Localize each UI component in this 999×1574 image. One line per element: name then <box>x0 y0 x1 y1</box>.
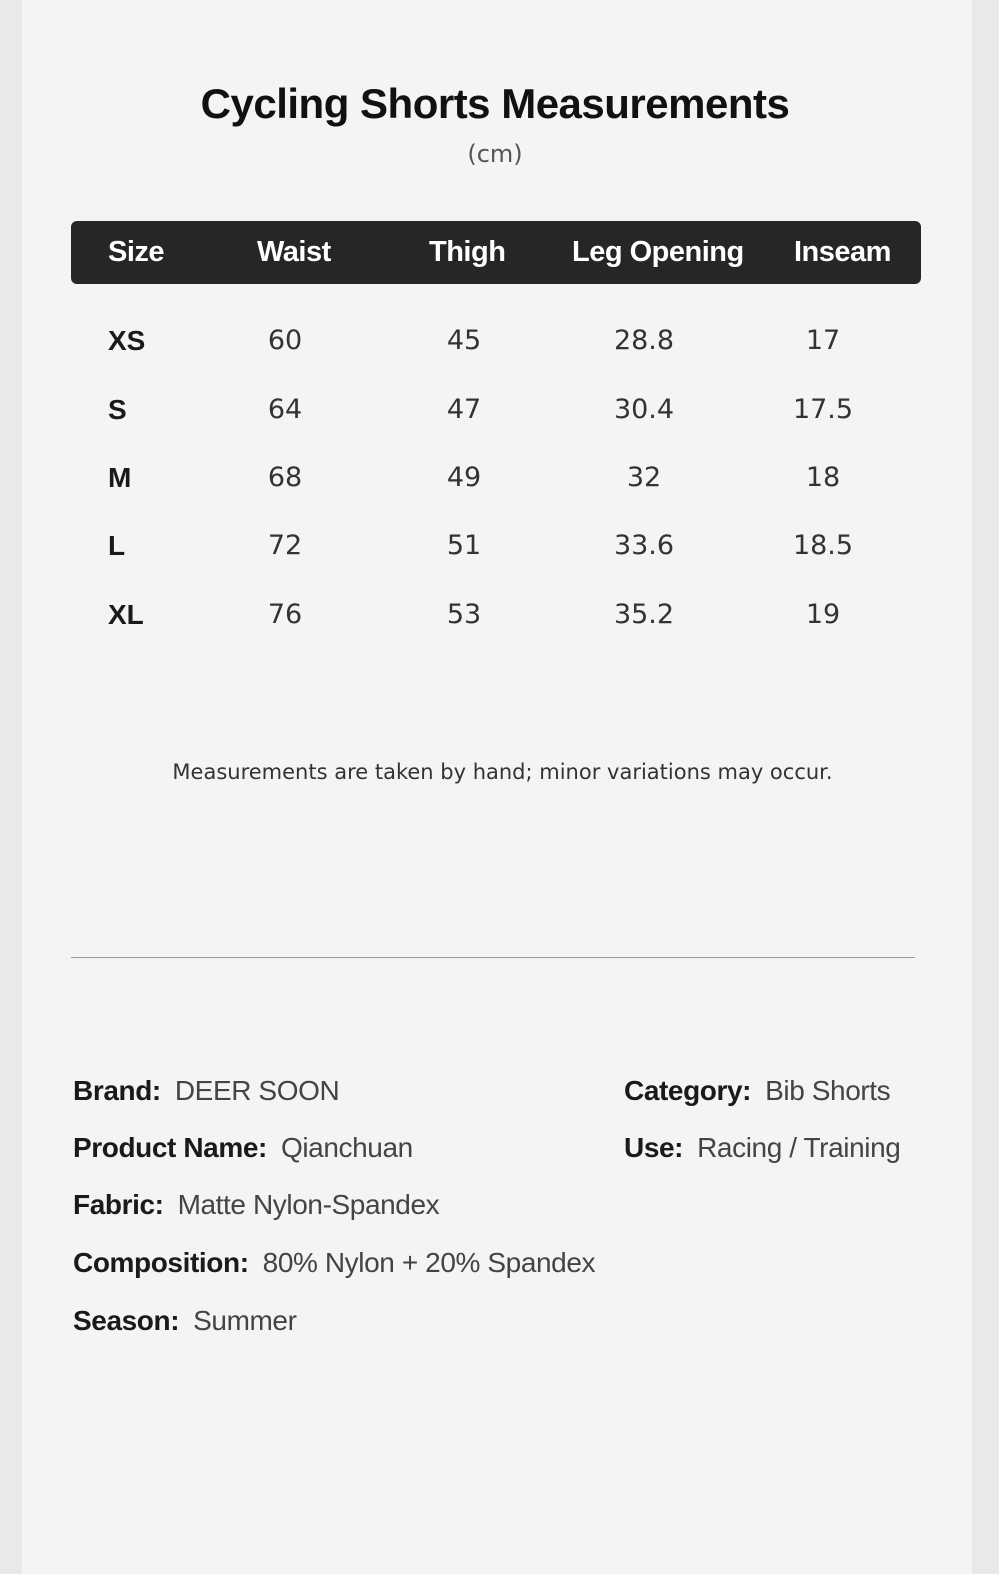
detail-label: Use <box>624 1132 675 1163</box>
detail-separator: : <box>258 1132 267 1163</box>
detail-product-name <box>73 1128 413 1168</box>
size-cell: L <box>108 530 126 561</box>
detail-value: Summer <box>193 1305 297 1336</box>
waist-cell: 68 <box>267 462 303 493</box>
table-row <box>0 390 999 430</box>
detail-value: Matte Nylon-Spandex <box>177 1189 440 1220</box>
section-divider <box>71 957 915 958</box>
detail-use <box>624 1128 900 1168</box>
detail-fabric <box>73 1185 439 1225</box>
leg-opening-cell: 33.6 <box>613 530 675 561</box>
inseam-cell: 17.5 <box>792 394 854 425</box>
detail-value: DEER SOON <box>174 1075 340 1106</box>
table-row <box>0 321 999 361</box>
inseam-cell: 18.5 <box>792 530 854 561</box>
detail-separator: : <box>674 1132 684 1163</box>
detail-category <box>624 1071 890 1111</box>
header-thigh: Thigh <box>429 236 506 268</box>
inseam-cell: 18 <box>805 462 841 493</box>
page-title: Cycling Shorts Measurements <box>200 80 790 127</box>
detail-label: Composition <box>73 1247 240 1278</box>
detail-separator: : <box>742 1075 752 1106</box>
detail-season <box>73 1301 297 1341</box>
thigh-cell: 47 <box>446 394 482 425</box>
inseam-cell: 17 <box>805 325 841 356</box>
unit-label: (cm) <box>467 140 523 168</box>
leg-opening-cell: 32 <box>626 462 662 493</box>
inseam-cell: 19 <box>805 599 841 630</box>
thigh-cell: 51 <box>446 530 482 561</box>
leg-opening-cell: 30.4 <box>613 394 675 425</box>
detail-separator: : <box>151 1075 161 1106</box>
size-cell: XS <box>108 325 146 356</box>
detail-separator: : <box>239 1247 249 1278</box>
detail-label: Fabric <box>73 1189 155 1220</box>
detail-brand <box>73 1071 339 1111</box>
thigh-cell: 49 <box>446 462 482 493</box>
size-cell: XL <box>108 599 144 630</box>
waist-cell: 72 <box>267 530 303 561</box>
detail-separator: : <box>170 1305 180 1336</box>
header-inseam: Inseam <box>794 236 891 268</box>
detail-label: Category <box>624 1075 743 1106</box>
detail-label: Product Name <box>73 1132 259 1163</box>
table-header <box>71 221 921 284</box>
header-size: Size <box>108 236 165 268</box>
table-row <box>0 526 999 566</box>
thigh-cell: 45 <box>446 325 482 356</box>
waist-cell: 64 <box>267 394 303 425</box>
detail-label: Season <box>73 1305 171 1336</box>
leg-opening-cell: 35.2 <box>613 599 675 630</box>
waist-cell: 76 <box>267 599 303 630</box>
size-cell: M <box>108 462 132 493</box>
table-row <box>0 595 999 635</box>
detail-label: Brand <box>73 1075 152 1106</box>
detail-separator: : <box>154 1189 164 1220</box>
leg-opening-cell: 28.8 <box>613 325 675 356</box>
detail-value: Bib Shorts <box>765 1075 891 1106</box>
detail-value: 80% Nylon + 20% Spandex <box>262 1247 596 1278</box>
table-row <box>0 458 999 498</box>
detail-composition <box>73 1243 595 1283</box>
thigh-cell: 53 <box>446 599 482 630</box>
waist-cell: 60 <box>267 325 303 356</box>
header-leg-opening: Leg Opening <box>572 236 744 268</box>
header-waist: Waist <box>257 236 331 268</box>
size-cell: S <box>108 394 127 425</box>
measurement-note: Measurements are taken by hand; minor variations may occur. <box>172 760 833 784</box>
detail-value: Racing / Training <box>697 1132 901 1163</box>
detail-value: Qianchuan <box>280 1132 413 1163</box>
